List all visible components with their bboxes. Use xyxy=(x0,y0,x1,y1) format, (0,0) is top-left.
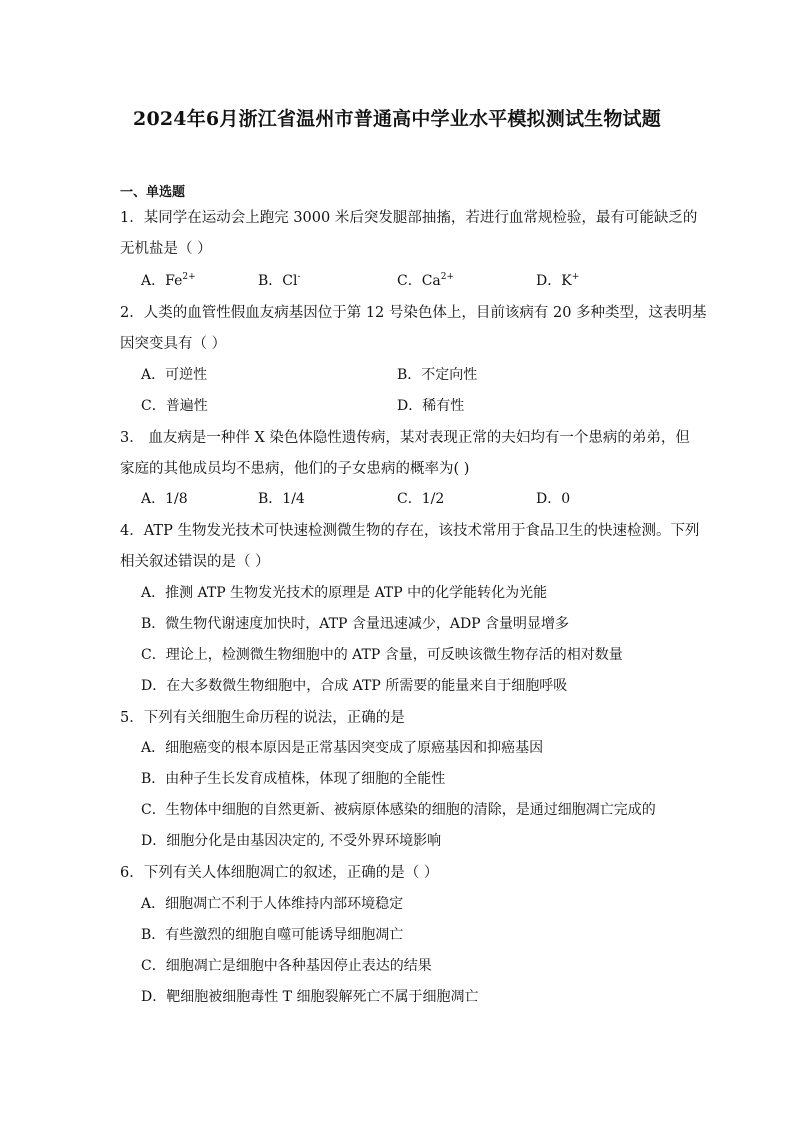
option-charge: - xyxy=(297,272,301,282)
question-4-text-cont: 相关叙述错误的是（ ） xyxy=(120,554,270,570)
question-3-text-cont: 家庭的其他成员均不患病，他们的子女患病的概率为( ) xyxy=(120,461,470,477)
option-charge: + xyxy=(571,272,580,282)
question-5-option-c: C．生物体中细胞的自然更新、被病原体感染的细胞的清除，是通过细胞凋亡完成的 xyxy=(141,802,656,818)
section-heading: 一、单选题 xyxy=(120,185,186,200)
question-1-text-cont: 无机盐是（ ） xyxy=(120,241,212,257)
question-6-text: 6．下列有关人体细胞凋亡的叙述，正确的是（ ） xyxy=(120,865,439,881)
question-5-option-d: D．细胞分化是由基因决定的, 不受外界环境影响 xyxy=(141,833,442,849)
option-charge: 2+ xyxy=(182,272,196,282)
question-3-option-b: B．1/4 xyxy=(258,491,305,507)
question-6-option-d: D．靶细胞被细胞毒性 T 细胞裂解死亡不属于细胞凋亡 xyxy=(141,989,479,1005)
question-3-text: 3． 血友病是一种伴 X 染色体隐性遗传病，某对表现正常的夫妇均有一个患病的弟弟，但 xyxy=(120,430,690,446)
question-5-option-b: B．由种子生长发育成植株，体现了细胞的全能性 xyxy=(141,771,446,787)
question-3-option-a: A．1/8 xyxy=(141,491,188,507)
question-4-option-b: B．微生物代谢速度加快时，ATP 含量迅速减少，ADP 含量明显增多 xyxy=(141,616,570,632)
question-4-option-d: D．在大多数微生物细胞中，合成 ATP 所需要的能量来自于细胞呼吸 xyxy=(141,678,568,694)
question-5-text: 5．下列有关细胞生命历程的说法，正确的是 xyxy=(120,710,405,726)
question-1-option-d xyxy=(536,270,579,290)
option-letter: D． xyxy=(536,273,562,289)
question-2-option-b: B．不定向性 xyxy=(397,367,478,383)
question-3-option-c: C．1/2 xyxy=(397,491,445,507)
option-formula: Fe xyxy=(165,273,183,289)
option-formula: Cl xyxy=(282,273,298,289)
option-letter: C． xyxy=(397,273,422,289)
option-letter: B． xyxy=(258,273,283,289)
question-2-option-a: A．可逆性 xyxy=(141,367,208,383)
question-6-option-b: B．有些激烈的细胞自噬可能诱导细胞凋亡 xyxy=(141,927,404,943)
question-2-text: 2．人类的血管性假血友病基因位于第 12 号染色体上，目前该病有 20 多种类型，这表明基 xyxy=(120,305,707,321)
option-formula: Ca xyxy=(421,273,441,289)
question-2-text-cont: 因突变具有（ ） xyxy=(120,336,227,352)
question-4-option-c: C．理论上，检测微生物细胞中的 ATP 含量，可反映该微生物存活的相对数量 xyxy=(141,647,623,663)
question-1-text: 1．某同学在运动会上跑完 3000 米后突发腿部抽搐，若进行血常规检验，最有可能缺乏的 xyxy=(120,210,698,226)
page-title: 2024年6月浙江省温州市普通高中学业水平模拟测试生物试题 xyxy=(133,108,661,130)
option-charge: 2+ xyxy=(440,272,455,282)
question-5-option-a: A．细胞癌变的根本原因是正常基因突变成了原癌基因和抑癌基因 xyxy=(141,740,544,756)
option-letter: A． xyxy=(141,273,166,289)
option-formula: K xyxy=(561,273,572,289)
question-2-option-d: D．稀有性 xyxy=(397,398,465,414)
question-4-text: 4．ATP 生物发光技术可快速检测微生物的存在，该技术常用于食品卫生的快速检测。下列 xyxy=(120,523,700,539)
question-4-option-a: A．推测 ATP 生物发光技术的原理是 ATP 中的化学能转化为光能 xyxy=(141,585,548,601)
question-1-option-b xyxy=(258,270,301,290)
question-2-option-c: C．普遍性 xyxy=(141,398,208,414)
question-3-option-d: D．0 xyxy=(536,491,571,507)
question-6-option-a: A．细胞凋亡不利于人体维持内部环境稳定 xyxy=(141,896,404,912)
question-6-option-c: C．细胞凋亡是细胞中各种基因停止表达的结果 xyxy=(141,958,432,974)
question-1-option-a xyxy=(141,270,196,290)
question-1-option-c xyxy=(397,270,454,290)
